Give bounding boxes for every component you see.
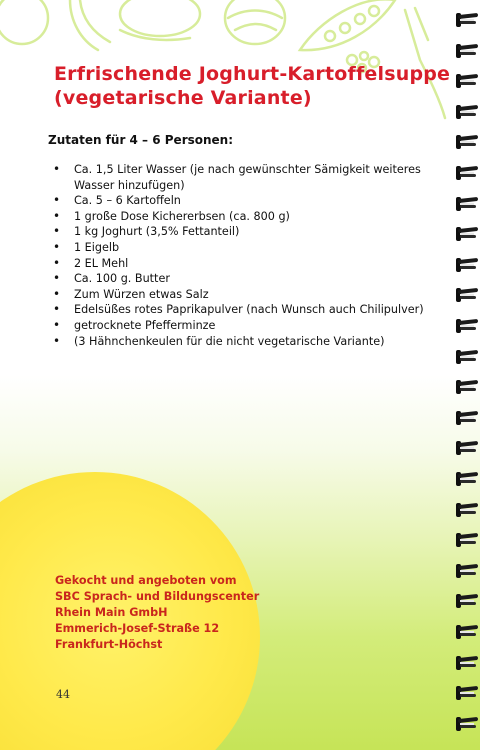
ingredient-item: • 1 kg Joghurt (3,5% Fettanteil)	[48, 224, 428, 240]
ingredient-item: • Ca. 100 g. Butter	[48, 271, 428, 287]
recipe-title-line1: Erfrischende Joghurt-Kartoffelsuppe	[54, 63, 451, 85]
binding-ring	[454, 593, 480, 609]
ingredient-item: • Zum Würzen etwas Salz	[48, 287, 428, 303]
servings-heading: Zutaten für 4 – 6 Personen:	[48, 133, 234, 147]
binding-ring	[454, 43, 480, 59]
binding-ring	[454, 349, 480, 365]
credit-line: Emmerich-Josef-Straße 12	[55, 622, 220, 635]
binding-ring	[454, 410, 480, 426]
binding-ring	[454, 655, 480, 671]
binding-ring	[454, 257, 480, 273]
credit-block	[55, 573, 259, 653]
binding-ring	[454, 532, 480, 548]
binding-ring	[454, 287, 480, 303]
binding-ring	[454, 716, 480, 732]
binding-ring	[454, 685, 480, 701]
binding-ring	[454, 196, 480, 212]
page-number: 44	[56, 688, 70, 701]
ingredient-item: • Ca. 1,5 Liter Wasser (je nach gewünschter Sämigkeit weiteres Wasser hinzufügen)	[48, 162, 428, 193]
binding-ring	[454, 73, 480, 89]
cabbage-outline-icon	[225, 0, 285, 44]
ingredient-list	[48, 162, 428, 349]
ingredient-item: • 1 Eigelb	[48, 240, 428, 256]
credit-line: Gekocht und angeboten vom	[55, 574, 237, 587]
binding-ring	[454, 624, 480, 640]
binding-ring	[454, 379, 480, 395]
binding-ring	[454, 12, 480, 28]
recipe-title-line2: (vegetarische Variante)	[54, 87, 312, 109]
ingredient-item: • 2 EL Mehl	[48, 256, 428, 272]
binding-ring	[454, 165, 480, 181]
ingredient-item: • Ca. 5 – 6 Kartoffeln	[48, 193, 428, 209]
binding-ring	[454, 471, 480, 487]
ingredient-item: • 1 große Dose Kichererbsen (ca. 800 g)	[48, 209, 428, 225]
leek-outline-icon	[70, 0, 110, 50]
tomato-outline-icon	[0, 0, 48, 44]
binding-ring	[454, 226, 480, 242]
ingredient-item: • getrocknete Pfefferminze	[48, 318, 428, 334]
ingredient-item: • Edelsüßes rotes Paprikapulver (nach Wunsch auch Chilipulver)	[48, 302, 428, 318]
ingredient-item: • (3 Hähnchenkeulen für die nicht vegetarische Variante)	[48, 334, 428, 350]
binding-ring	[454, 502, 480, 518]
eggplant-outline-icon	[120, 0, 200, 36]
binding-ring	[454, 440, 480, 456]
recipe-title	[54, 62, 450, 110]
binding-ring	[454, 318, 480, 334]
credit-line: Rhein Main GmbH	[55, 606, 168, 619]
binding-ring	[454, 563, 480, 579]
credit-line: SBC Sprach- und Bildungscenter	[55, 590, 260, 603]
spiral-binding	[454, 0, 480, 750]
binding-ring	[454, 134, 480, 150]
binding-ring	[454, 104, 480, 120]
credit-line: Frankfurt-Höchst	[55, 638, 163, 651]
